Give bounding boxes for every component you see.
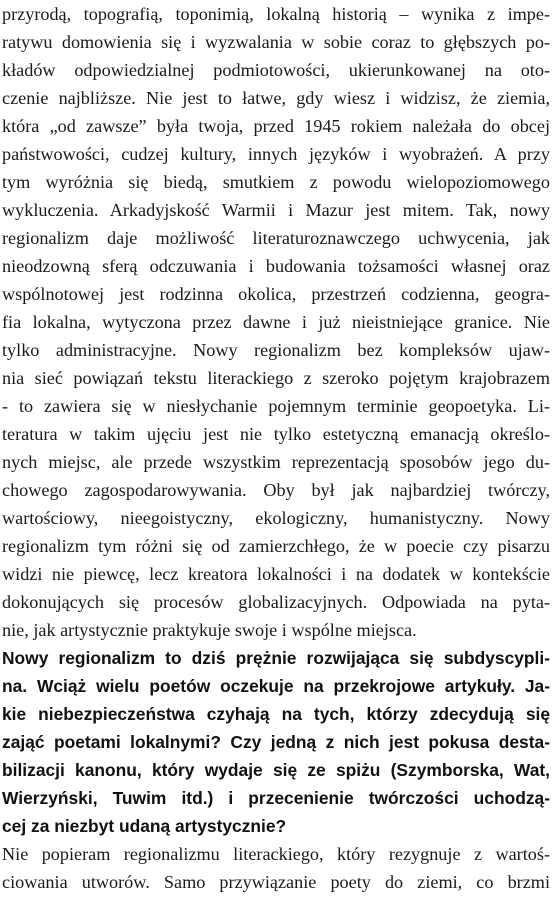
text-line: kładów odpowiedzialnej podmiotowości, ukierunkowanej na oto- bbox=[2, 60, 550, 80]
text-line: regionalizm tym różni się od zamierzchłego, że w poecie czy pisarzu bbox=[2, 536, 550, 556]
text-line: - to zawiera się w niesłychanie pojemnym terminie geopoetyka. Li- bbox=[2, 396, 550, 416]
text-line: Nie popieram regionalizmu literackiego, który rezygnuje z wartoś- bbox=[2, 844, 550, 864]
text-line: nieodzowną sferą odczuwania i budowania tożsamości własnej oraz bbox=[2, 256, 550, 276]
text-line: wykluczenia. Arkadyjskość Warmii i Mazur jest mitem. Tak, nowy bbox=[2, 200, 550, 220]
text-line: nia sieć powiązań tekstu literackiego z szeroko pojętym krajobrazem bbox=[2, 368, 550, 388]
text-line: teratura w takim ujęciu jest nie tylko estetyczną emanacją określo- bbox=[2, 424, 550, 444]
text-line: tym wyróżnia się biedą, smutkiem z powodu wielopoziomowego bbox=[2, 172, 550, 192]
text-line: państwowości, cudzej kultury, innych języków i wyobrażeń. A przy bbox=[2, 144, 550, 164]
question-line: Wierzyński, Tuwim itd.) i przecenienie twórczości uchodzą- bbox=[2, 788, 550, 808]
text-line: ciowania utworów. Samo przywiązanie poety do ziemi, co brzmi bbox=[2, 872, 550, 892]
text-line: tylko administracyjne. Nowy regionalizm bez kompleksów ujaw- bbox=[2, 340, 550, 360]
text-line: regionalizm daje możliwość literaturoznawczego uchwycenia, jak bbox=[2, 228, 550, 248]
text-line: nych miejsc, ale przede wszystkim reprezentacją sposobów jego du- bbox=[2, 452, 550, 472]
text-line: dokonujących się procesów globalizacyjnych. Odpowiada na pyta- bbox=[2, 592, 550, 612]
text-line: czenie najbliższe. Nie jest to łatwe, gdy wiesz i widzisz, że ziemia, bbox=[2, 88, 550, 108]
question-line: kie niebezpieczeństwa czyhają na tych, którzy zdecydują się bbox=[2, 704, 550, 724]
text-line: nie, jak artystycznie praktykuje swoje i wspólne miejsca. bbox=[2, 620, 417, 640]
question-line: cej za niezbyt udaną artystycznie? bbox=[2, 816, 287, 836]
text-line: przyrodą, topografią, toponimią, lokalną historią – wynika z impe- bbox=[2, 4, 550, 24]
question-line: bilizacji kanonu, który wydaje się ze spiżu (Szymborska, Wat, bbox=[2, 760, 550, 780]
text-line: wartościowy, nieegoistyczny, ekologiczny, humanistyczny. Nowy bbox=[2, 508, 550, 528]
text-line: która „od zawsze” była twoja, przed 1945 rokiem należała do obcej bbox=[2, 116, 550, 136]
question-line: zająć poetami lokalnymi? Czy jedną z nich jest pokusa desta- bbox=[2, 732, 550, 752]
text-line: chowego zagospodarowywania. Oby był jak najbardziej twórczy, bbox=[2, 480, 550, 500]
text-line: widzi nie piewcę, lecz kreatora lokalności i na dodatek w kontekście bbox=[2, 564, 550, 584]
text-line: ratywu domowienia się i wyzwalania w sobie coraz to głębszych po- bbox=[2, 32, 550, 52]
question-line: Nowy regionalizm to dziś prężnie rozwijająca się subdyscypli- bbox=[2, 648, 550, 668]
text-line: wspólnotowej jest rodzinna okolica, przestrzeń codzienna, geogra- bbox=[2, 284, 550, 304]
question-line: na. Wciąż wielu poetów oczekuje na przekrojowe artykuły. Ja- bbox=[2, 676, 550, 696]
text-line: fia lokalna, wytyczona przez dawne i już nieistniejące granice. Nie bbox=[2, 312, 550, 332]
